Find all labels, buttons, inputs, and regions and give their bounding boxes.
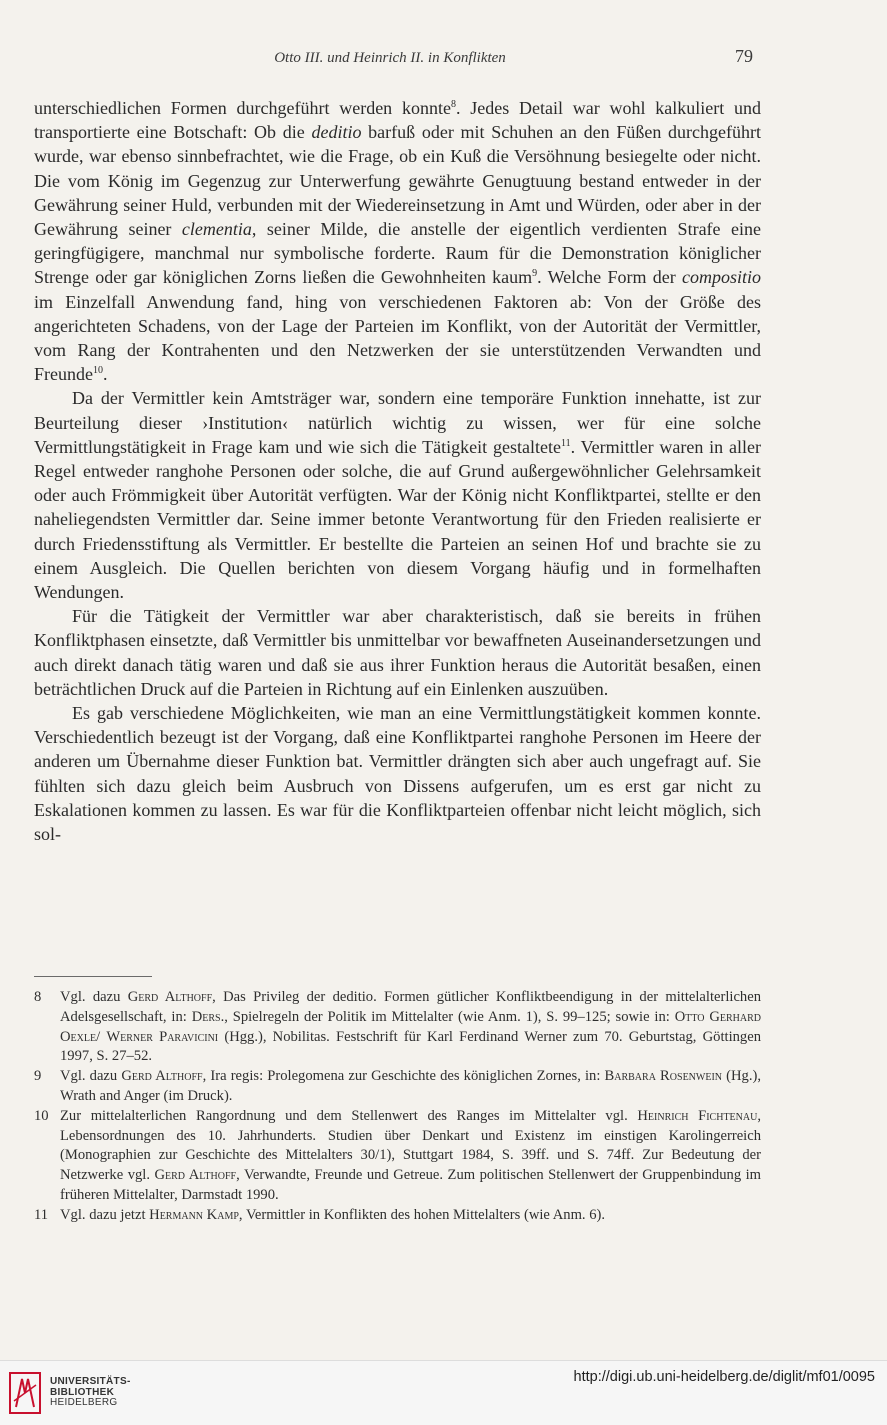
text-run: . Welche Form der <box>537 267 683 288</box>
footnote-8 <box>34 988 761 1067</box>
footnote-ref-8[interactable]: 8 <box>450 99 456 110</box>
text-run: Da der Vermittler kein Amtsträger war, sondern eine temporäre Funktion innehatte, ist zur Beurteilung dieser ›Institution‹ natürlich wichtig zu wissen, wer für eine solche Vermittlungstätigkeit in Frage kam und wie sich die Tätigkeit gestaltete <box>34 388 761 457</box>
term-deditio: deditio <box>311 122 362 143</box>
text-run: unterschiedlichen Formen durchgeführt werden konnte <box>34 98 451 118</box>
footnote-number: 10 <box>34 1107 49 1124</box>
text-run: , seiner Milde, die anstelle der eigentlich verdienten Strafe eine geringfügigere, manchmal nur symbolische forderte. Raum für die Demonstration königlicher Strenge oder gar königlichen Zorns ließen die Gewohnheiten kaum <box>34 219 761 288</box>
footer-bar <box>0 1360 887 1425</box>
term-clementia: clementia <box>181 219 252 240</box>
library-name: UNIVERSITÄTS- BIBLIOTHEK HEIDELBERG <box>50 1376 131 1408</box>
running-title: Otto III. und Heinrich II. in Konflikten <box>274 50 506 66</box>
paragraph-4: Es gab verschiedene Möglichkeiten, wie man an eine Vermittlungstätigkeit kommen konnte. Verschiedentlich bezeugt ist der Vorgang, daß eine Konfliktpartei ranghohe Personen im Heere der anderen um Übernahme dieser Funktion bat. Vermittler drängten sich aber auch ungefragt auf. Sie fühlten sich dazu gleich beim Ausbruch von Dissens aufgerufen, um es erst gar nicht zu Eskalationen kommen zu lassen. Es war für die Konfliktparteien offenbar nicht leicht möglich, sich sol- <box>34 703 761 845</box>
paragraph-2 <box>34 386 761 604</box>
ub-heidelberg-logo-icon[interactable] <box>8 1371 42 1415</box>
term-compositio: compositio <box>682 267 762 288</box>
main-text <box>34 96 761 846</box>
footnotes <box>34 988 761 1226</box>
footnote-number: 9 <box>34 1068 42 1085</box>
text-run: . <box>102 364 108 385</box>
footnote-9 <box>34 1067 761 1107</box>
paragraph-1 <box>34 96 761 386</box>
text-run: . Vermittler waren in aller Regel entweder ranghohe Personen oder solche, die auf Grund außergewöhnlicher Gelehrsamkeit oder auch Frömmigkeit über Autorität verfügten. War der König nicht Konfliktpartei, stellte er den naheliegendsten Vermittler dar. Seine immer betonte Verantwortung für den Frieden realisierte er durch Friedensstiftung als Vermittler. Er bestellte die Parteien an seinen Hof und brachte sie zu einem Ausgleich. Die Quellen berichten von diesem Vorgang häufig und in formelhaften Wendungen. <box>34 436 761 603</box>
footnote-text: Zur mittelalterlichen Rangordnung und dem Stellenwert des Ranges im Mittelalter vgl. Heinrich Fichtenau, Lebensordnungen des 10. Jahrhunderts. Studien über Denkart und Existenz im einstigen Karolingerreich (Monographien zur Geschichte des Mittelalters 30/1), Stuttgart 1984, S. 39ff. und S. 74ff. Zur Bedeutung der Netzwerke vgl. Gerd Althoff, Verwandte, Freunde und Getreue. Zum politischen Stellenwert der Gruppenbindung im früheren Mittelalter, Darmstadt 1990. <box>60 1107 762 1203</box>
footnote-ref-11[interactable]: 11 <box>560 437 571 449</box>
footnote-text: Vgl. dazu Gerd Althoff, Das Privileg der deditio. Formen gütlicher Konfliktbeendigung in der mittelalterlichen Adelsgesellschaft, in: Ders., Spielregeln der Politik im Mittelalter (wie Anm. 1), S. 99–125; sowie in: Otto Gerhard Oexle/ Werner Paravicini (Hgg.), Nobilitas. Festschrift für Karl Ferdinand Werner zum 70. Geburtstag, Göttingen 1997, S. 27–52. <box>60 989 762 1065</box>
footnote-11 <box>34 1206 761 1226</box>
footnote-ref-9[interactable]: 9 <box>532 268 538 280</box>
footnote-divider <box>34 976 152 977</box>
footnote-ref-10[interactable]: 10 <box>92 365 103 377</box>
footnote-text: Vgl. dazu Gerd Althoff, Ira regis: Prolegomena zur Geschichte des königlichen Zornes, in: Barbara Rosenwein (Hg.), Wrath and Anger (im Druck). <box>60 1068 761 1104</box>
text-run: im Einzelfall Anwendung fand, hing von verschiedenen Faktoren ab: Von der Größe des angerichteten Schadens, von der Lage der Parteien im Konflikt, von der Autorität der Vermittler, vom Rang der Kontrahenten und den Netzwerken der sie unterstützenden Verwandten und Freunde <box>34 291 761 385</box>
footnote-number: 11 <box>34 1206 49 1223</box>
text-run: barfuß oder mit Schuhen an den Füßen durchgeführt wurde, war ebenso sinnbefrachtet, wie die Frage, ob ein Kuß die Versöhnung besiegelte oder nicht. Die vom König im Gegenzug zur Unterwerfung gewährte Genugtuung bestand entweder in der Gewährung seiner Huld, verbunden mit der Wiedereinsetzung in Amt und Würden, oder aber in der Gewährung seiner <box>34 122 761 240</box>
paragraph-3: Für die Tätigkeit der Vermittler war aber charakteristisch, daß sie bereits in frühen Konfliktphasen einsetzte, daß Vermittler bis unmittelbar vor bewaffneten Auseinandersetzungen und auch direkt danach tätig waren und daß sie aus ihrer Funktion heraus die Autorität besaßen, einen beträchtlichen Druck auf die Parteien in Richtung auf ein Einlenken auszuüben. <box>34 606 761 699</box>
footnote-text: Vgl. dazu jetzt Hermann Kamp, Vermittler in Konflikten des hohen Mittelalters (wie Anm. 6). <box>60 1206 606 1223</box>
source-url[interactable]: http://digi.ub.uni-heidelberg.de/diglit/mf01/0095 <box>573 1369 875 1385</box>
text-run: . Jedes Detail war wohl kalkuliert und transportierte eine Botschaft: Ob die <box>34 98 761 143</box>
footnote-10 <box>34 1107 761 1206</box>
footnote-number: 8 <box>34 989 42 1005</box>
page-number: 79 <box>735 46 753 66</box>
